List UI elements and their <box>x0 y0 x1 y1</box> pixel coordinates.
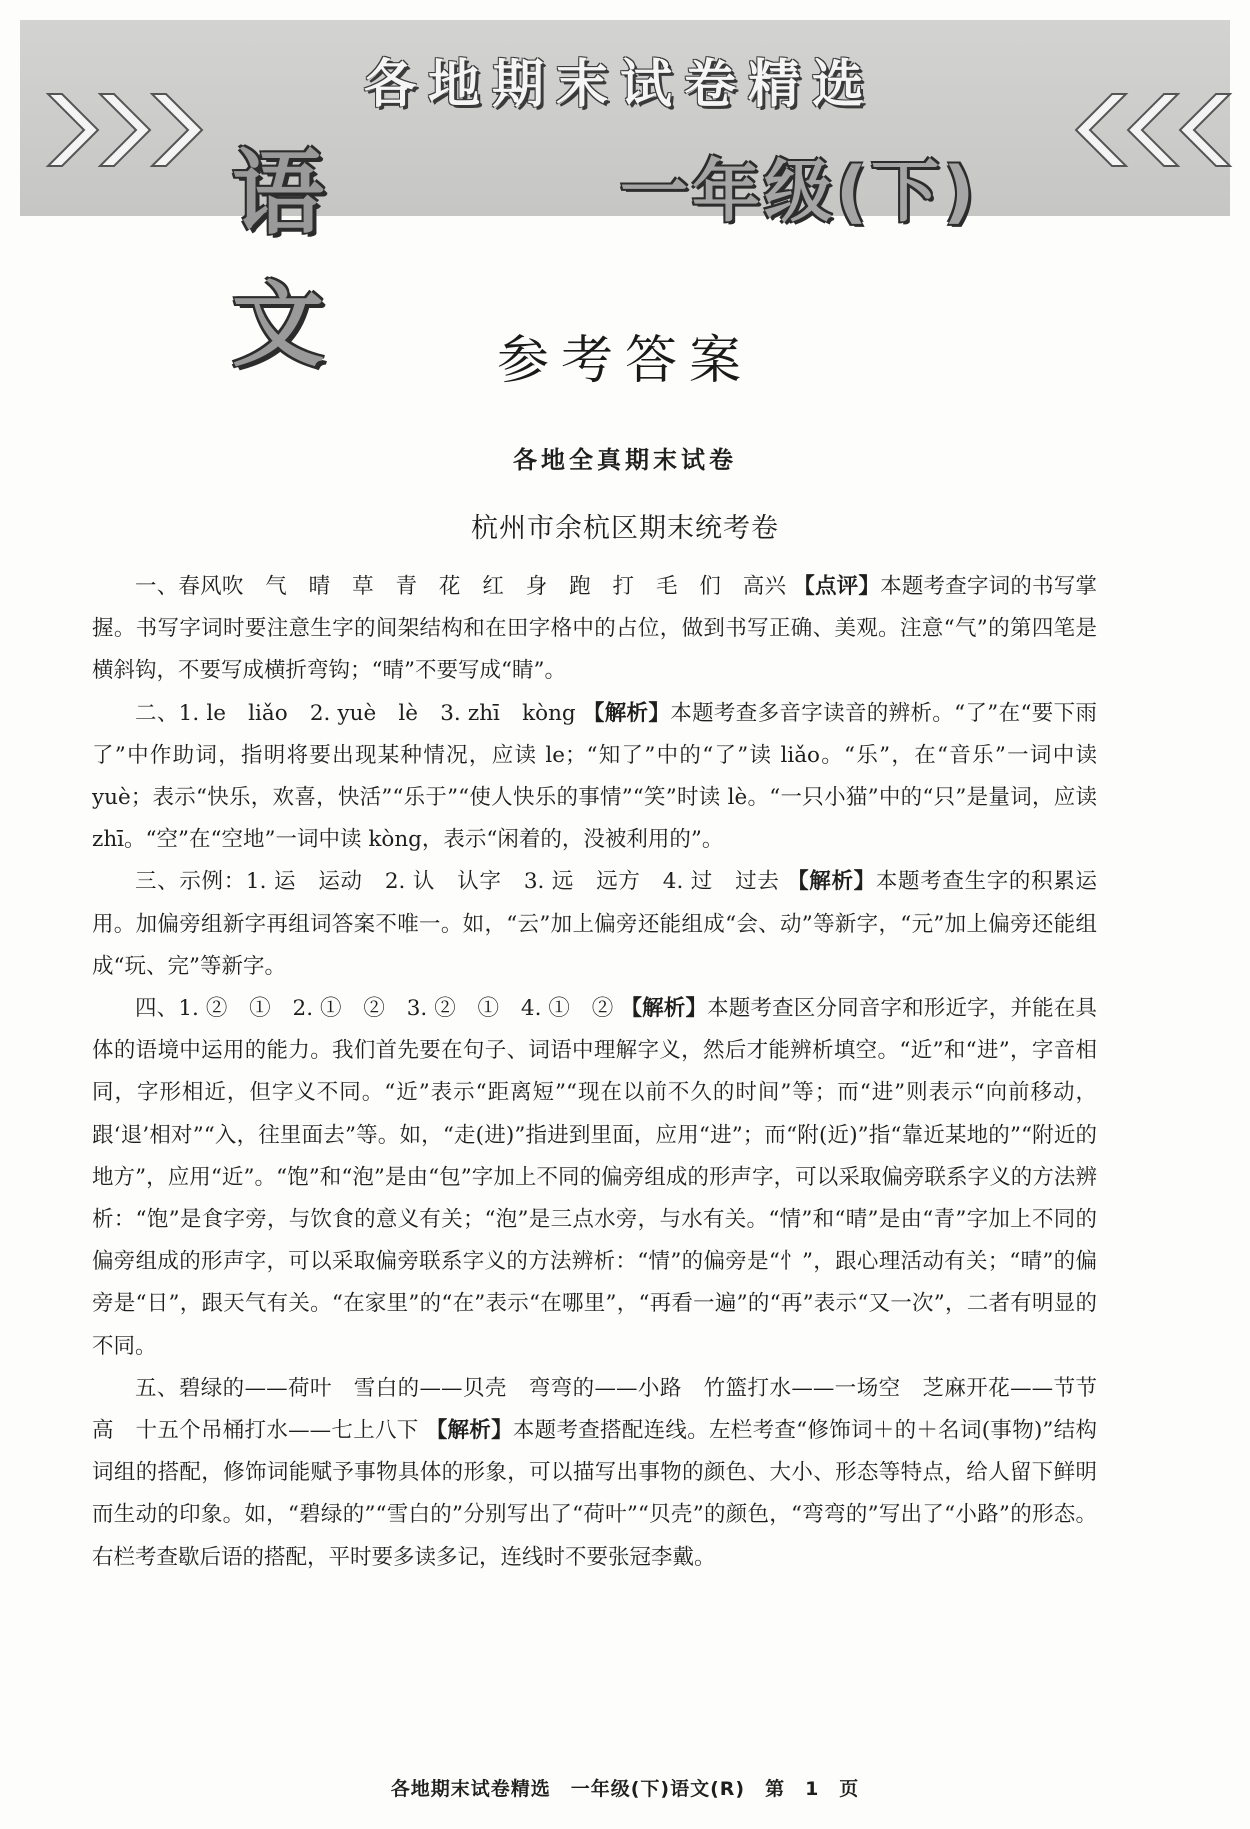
answer-tag: 【点评】 <box>793 574 881 599</box>
grade-title: 一年级(下) <box>620 153 979 232</box>
answer-tag: 【解析】 <box>582 700 671 726</box>
answer-item <box>92 1368 1097 1579</box>
answer-explanation: 本题考查区分同音字和形近字，并能在具体的语境中运用的能力。我们首先要在句子、词语中理解字义，然后才能辨析填空。“近”和“进”，字音相同，字形相近，但字义不同。“近”表示“距离短”“现在以前不久的时间”等；而“进”则表示“向前移动，跟‘退’相对”“入，往里面去”等。如，“走(进)”指进到里面，应用“进”；而“附(近)”指“靠近某地的”“附近的地方”，应用“近”。“饱”和“泡”是由“包”字加上不同的偏旁组成的形声字，可以采取偏旁联系字义的方法辨析：“饱”是食字旁，与饮食的意义有关；“泡”是三点水旁，与水有关。“情”和“晴”是由“青”字加上不同的偏旁组成的形声字，可以采取偏旁联系字义的方法辨析：“情”的偏旁是“忄”，跟心理活动有关；“晴”的偏旁是“日”，跟天气有关。“在家里”的“在”表示“在哪里”，“再看一遍”的“再”表示“又一次”，二者有明显的不同。 <box>92 996 1097 1359</box>
answer-item <box>92 861 1097 988</box>
page-footer: 各地期末试卷精选 一年级(下)语文(R) 第 1 页 <box>390 1778 860 1800</box>
answer-text: 三、示例：1. 运 运动 2. 认 认字 3. 远 远方 4. 过 过去 <box>135 869 780 895</box>
answer-tag: 【解析】 <box>425 1418 513 1444</box>
answer-text: 四、1. ② ① 2. ① ② 3. ② ① 4. ① ② <box>135 996 614 1022</box>
section-title: 各地全真期末试卷 <box>513 446 737 474</box>
answer-explanation: 本题考查字词的书写掌握。书写字词时要注意生字的间架结构和在田字格中的占位，做到书写正确、美观。注意“气”的第四笔是横斜钩，不要写成横折弯钩；“晴”不要写成“睛”。 <box>92 574 1097 684</box>
answer-text: 二、1. le liǎo 2. yuè lè 3. zhī kòng <box>135 700 576 726</box>
subject-title: 语文 <box>232 140 365 379</box>
answer-explanation: 本题考查多音字读音的辨析。“了”在“要下雨了”中作助词，指明将要出现某种情况，应读 le；“知了”中的“了”读 liǎo。“乐”，在“音乐”一词中读 yuè；表示“快乐，欢喜，快活”“乐于”“使人快乐的事情”“笑”时读 lè。“一只小猫”中的“只”是量词，应读 zhī。“空”在“空地”一词中读 kòng，表示“闲着的，没被利用的”。 <box>92 700 1097 853</box>
answer-item <box>92 988 1097 1368</box>
answer-tag: 【解析】 <box>620 996 708 1022</box>
answer-item <box>92 566 1097 693</box>
triple-chevron-left-icon <box>1050 94 1230 166</box>
answer-text: 一、春风吹 气 晴 草 青 花 红 身 跑 打 毛 们 高兴 <box>135 574 787 599</box>
answer-tag: 【解析】 <box>787 869 876 895</box>
answer-explanation: 本题考查搭配连线。左栏考查“修饰词＋的＋名词(事物)”结构词组的搭配，修饰词能赋予事物具体的形象，可以描写出事物的颜色、大小、形态等特点，给人留下鲜明而生动的印象。如，“碧绿的”“雪白的”分别写出了“荷叶”“贝壳”的颜色，“弯弯的”写出了“小路”的形态。右栏考查歇后语的搭配，平时要多读多记，连线时不要张冠李戴。 <box>92 1418 1097 1570</box>
answer-explanation: 本题考查生字的积累运用。加偏旁组新字再组词答案不唯一。如，“云”加上偏旁还能组成“会、动”等新字，“元”加上偏旁还能组成“玩、完”等新字。 <box>92 869 1097 979</box>
exam-title: 杭州市余杭区期末统考卷 <box>471 513 779 544</box>
page-title: 参考答案 <box>496 331 753 391</box>
triple-chevron-right-icon <box>48 94 228 166</box>
answer-text: 五、碧绿的——荷叶 雪白的——贝壳 弯弯的——小路 竹篮打水——一场空 芝麻开花——节节高 十五个吊桶打水——七上八下 <box>92 1375 1097 1444</box>
series-title: 各地期末试卷精选 <box>363 55 876 115</box>
answer-body <box>92 566 1097 1579</box>
answer-item <box>92 693 1097 862</box>
